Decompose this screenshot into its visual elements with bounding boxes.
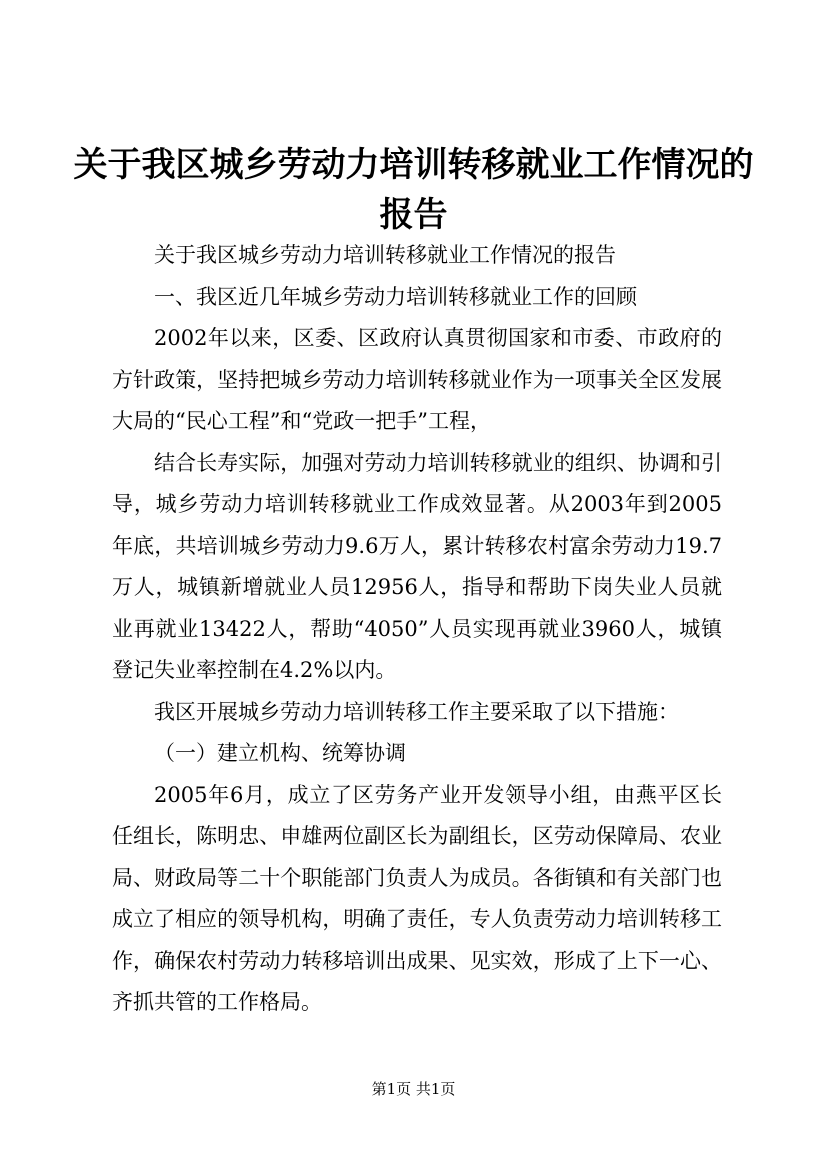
paragraph: 2002年以来，区委、区政府认真贯彻国家和市委、市政府的方针政策，坚持把城乡劳动力培训转移就业作为一项事关全区发展大局的“民心工程”和“党政一把手”工程， bbox=[112, 326, 722, 433]
page-footer: 第1页 共1页 bbox=[371, 1080, 456, 1098]
paragraph: 我区开展城乡劳动力培训转移工作主要采取了以下措施： bbox=[154, 699, 679, 724]
paragraph: 2005年6月，成立了区劳务产业开发领导小组，由燕平区长任组长，陈明忠、申雄两位副区长为副组长，区劳动保障局、农业局、财政局等二十个职能部门负责人为成员。各街镇和有关部门也成立了相应的领导机构，明确了责任，专人负责劳动力培训转移工作，确保农村劳动力转移培训出成果、见实效，形成了上下一心、齐抓共管的工作格局。 bbox=[112, 782, 722, 1014]
document-title: 关于我区城乡劳动力培训转移就业工作情况的报告 bbox=[73, 145, 754, 235]
paragraph: （一）建立机构、统筹协调 bbox=[154, 741, 406, 765]
paragraph: 结合长寿实际，加强对劳动力培训转移就业的组织、协调和引导，城乡劳动力培训转移就业工作成效显著。从2003年到2005年底，共培训城乡劳动力9.6万人，累计转移农村富余劳动力19.7万人，城镇新增就业人员12956人，指导和帮助下岗失业人员就业再就业13422人，帮助“4050”人员实现再就业3960人，城镇登记失业率控制在4.2%以内。 bbox=[112, 450, 722, 682]
document-body bbox=[112, 235, 722, 1024]
paragraph: 关于我区城乡劳动力培训转移就业工作情况的报告 bbox=[154, 243, 616, 267]
paragraph: 一、我区近几年城乡劳动力培训转移就业工作的回顾 bbox=[154, 284, 637, 309]
